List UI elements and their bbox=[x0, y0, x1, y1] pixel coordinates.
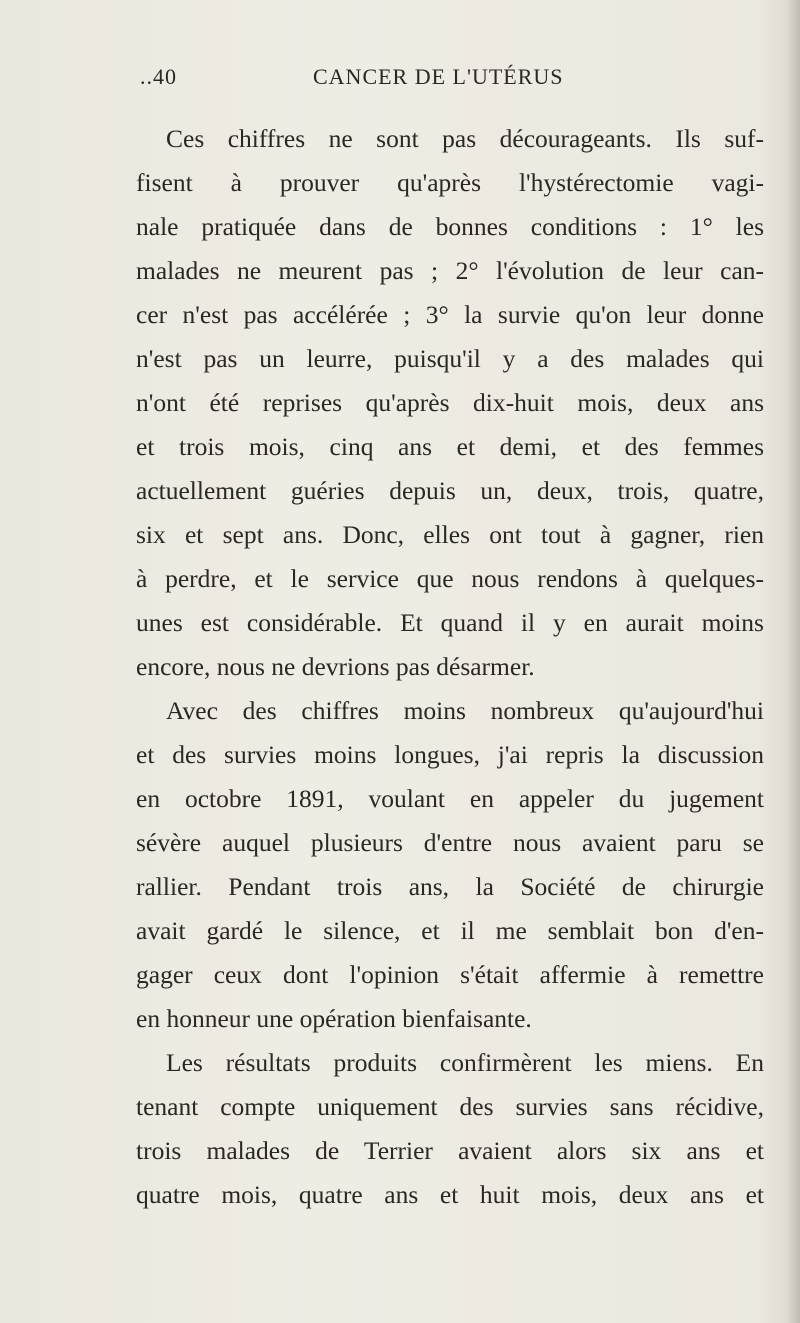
text-line: tenant compte uniquement des survies sans récidive, bbox=[136, 1092, 764, 1121]
text-line: quatre mois, quatre ans et huit mois, deux ans et bbox=[136, 1180, 764, 1209]
text-line: unes est considérable. Et quand il y en aurait moins bbox=[136, 608, 764, 637]
text-line: en honneur une opération bienfaisante. bbox=[136, 1004, 532, 1033]
running-head bbox=[140, 64, 760, 94]
text-line: cer n'est pas accélérée ; 3° la survie qu'on leur donne bbox=[136, 300, 764, 329]
text-line: nale pratiquée dans de bonnes conditions : 1° les bbox=[136, 212, 764, 241]
text-line: n'ont été reprises qu'après dix-huit mois, deux ans bbox=[136, 388, 764, 417]
text-line: fisent à prouver qu'après l'hystérectomie vagi- bbox=[136, 168, 764, 197]
text-line: et trois mois, cinq ans et demi, et des femmes bbox=[136, 432, 764, 461]
text-line: Les résultats produits confirmèrent les miens. En bbox=[166, 1048, 764, 1077]
text-line: malades ne meurent pas ; 2° l'évolution de leur can- bbox=[136, 256, 764, 285]
page-edge-shadow bbox=[786, 0, 800, 1323]
body-text bbox=[136, 117, 764, 1217]
text-line: avait gardé le silence, et il me semblait bon d'en- bbox=[136, 916, 764, 945]
text-line: rallier. Pendant trois ans, la Société de chirurgie bbox=[136, 872, 764, 901]
text-line: sévère auquel plusieurs d'entre nous avaient paru se bbox=[136, 828, 764, 857]
text-line: actuellement guéries depuis un, deux, trois, quatre, bbox=[136, 476, 764, 505]
text-line: Avec des chiffres moins nombreux qu'aujourd'hui bbox=[166, 696, 764, 725]
text-line: trois malades de Terrier avaient alors six ans et bbox=[136, 1136, 764, 1165]
text-line: six et sept ans. Donc, elles ont tout à gagner, rien bbox=[136, 520, 764, 549]
running-title: CANCER DE L'UTÉRUS bbox=[313, 64, 564, 89]
text-line: gager ceux dont l'opinion s'était affermie à remettre bbox=[136, 960, 764, 989]
text-line: n'est pas un leurre, puisqu'il y a des malades qui bbox=[136, 344, 764, 373]
text-line: à perdre, et le service que nous rendons à quelques- bbox=[136, 564, 764, 593]
text-line: encore, nous ne devrions pas désarmer. bbox=[136, 652, 535, 681]
page-number: ..40 bbox=[140, 64, 177, 89]
text-line: en octobre 1891, voulant en appeler du jugement bbox=[136, 784, 764, 813]
text-line: et des survies moins longues, j'ai repris la discussion bbox=[136, 740, 764, 769]
text-line: Ces chiffres ne sont pas décourageants. Ils suf- bbox=[166, 124, 764, 153]
